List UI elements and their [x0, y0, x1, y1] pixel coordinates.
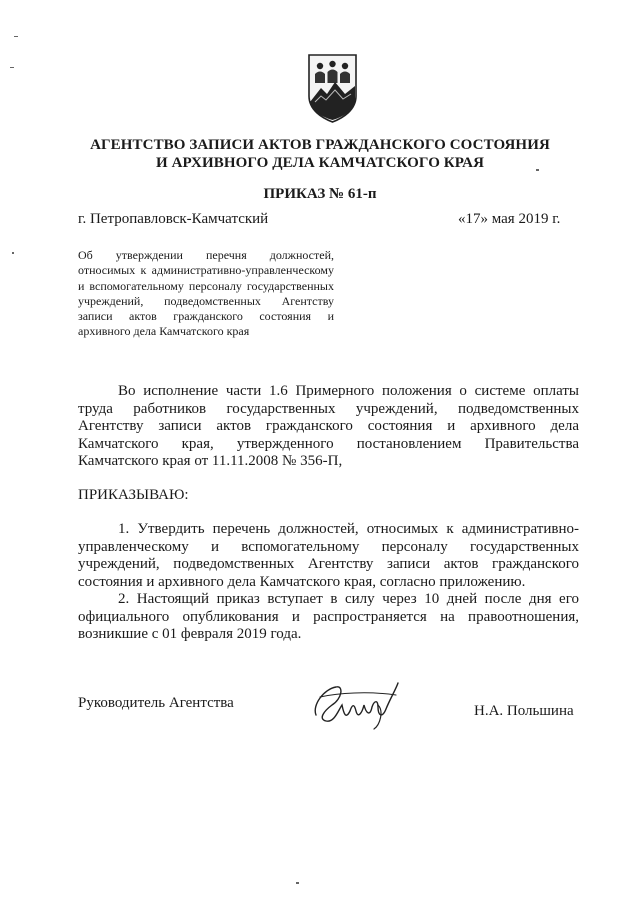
order-date: «17» мая 2019 г.: [458, 211, 561, 227]
signatory-role: Руководитель Агентства: [78, 695, 234, 711]
scan-speck: [14, 36, 18, 37]
order-item-1: 1. Утвердить перечень должностей, относимых к административно-управленческому и вспомогательному персоналу государственных учреждений, подведомственных Агентству записи актов гражданского состояния и архивного дела Камчатского края, согласно приложению.: [78, 521, 579, 590]
scan-speck: [296, 882, 299, 884]
order-item-2: 2. Настоящий приказ вступает в силу через 10 дней после дня его официального опубликования и распространяется на правоотношения, возникшие с 01 февраля 2019 года.: [78, 591, 579, 643]
city: г. Петропавловск-Камчатский: [78, 211, 269, 227]
handwritten-signature: [308, 675, 404, 731]
preamble-paragraph: Во исполнение части 1.6 Примерного положения о системе оплаты труда работников государственных учреждений, подведомственных Агентству записи актов гражданского состояния и архивного дела Камчатского края, утвержденного постановлением Правительства Камчатского края от 11.11.2008 № 356-П,: [78, 383, 579, 470]
scan-speck: [536, 169, 539, 171]
scan-speck: [10, 67, 14, 68]
decree-word: ПРИКАЗЫВАЮ:: [78, 487, 189, 503]
order-title: ПРИКАЗ № 61-п: [263, 186, 377, 202]
coat-of-arms-icon: [305, 52, 360, 123]
agency-name-line1: АГЕНТСТВО ЗАПИСИ АКТОВ ГРАЖДАНСКОГО СОСТОЯНИЯ: [90, 137, 550, 153]
order-subject: Об утверждении перечня должностей, относимых к административно-управленческому и вспомогательному персоналу государственных учреждений, подведомственных Агентству записи актов гражданского состояния и архивного дела Камчатского края: [78, 248, 334, 339]
signatory-name: Н.А. Польшина: [474, 703, 574, 719]
scan-speck: [12, 252, 14, 254]
agency-name-line2: И АРХИВНОГО ДЕЛА КАМЧАТСКОГО КРАЯ: [156, 155, 484, 171]
